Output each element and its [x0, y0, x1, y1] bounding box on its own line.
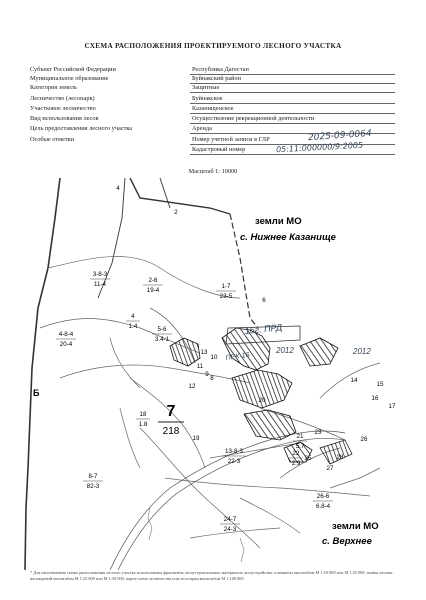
- division-number: 24-7: [223, 516, 237, 523]
- division-value: 3.4-1: [154, 336, 170, 343]
- division-number: 2: [174, 209, 178, 216]
- division-number: 19: [192, 435, 200, 442]
- land-bottom-label: земли МО: [332, 521, 379, 532]
- division-number: 4: [116, 185, 120, 192]
- quarter-boundary: [25, 178, 258, 570]
- quarter-label: [158, 403, 184, 437]
- division-number: 6: [262, 297, 266, 304]
- field-label: Категория земель: [30, 84, 77, 91]
- field-value: Номер учетной записи в ГЛР: [192, 136, 270, 143]
- record-number-handwritten: 2025-09-0064: [307, 128, 373, 144]
- division-number: 4-8-4: [58, 331, 74, 338]
- note-2012-handwritten: 2012: [276, 346, 294, 355]
- division-value: 82-3: [86, 483, 100, 490]
- division-value: 24-3: [223, 526, 237, 533]
- division-number: 16: [371, 395, 379, 402]
- field-value: Казанищенское: [192, 105, 234, 112]
- division-value: 22-3: [227, 458, 241, 465]
- division-value: 1.8: [138, 421, 148, 428]
- field-underline: [190, 154, 395, 155]
- field-value: Аренда: [192, 125, 212, 132]
- division-number: 23: [314, 429, 322, 436]
- letter-b-label: Б: [33, 388, 40, 398]
- field-label: Особые отметки: [30, 136, 75, 143]
- division-number: 22: [292, 450, 300, 457]
- plot-label-handwritten: 16г. ПРД: [244, 322, 283, 336]
- division-number: 5-6: [157, 326, 167, 333]
- field-underline: [190, 92, 395, 93]
- division-value: 11-4: [94, 281, 106, 288]
- division-number: 21: [296, 433, 304, 440]
- field-label: Участковое лесничество: [30, 105, 96, 112]
- field-value: Буйнакский район: [192, 75, 242, 82]
- division-number: 2-6: [148, 277, 158, 284]
- scale-label: Масштаб 1: 10000: [188, 168, 238, 175]
- division-number: 25: [304, 455, 312, 462]
- division-value: 1.4: [128, 323, 138, 330]
- field-underline: [190, 113, 395, 114]
- land-top-place: с. Нижнее Казанище: [240, 232, 336, 243]
- division-number: 15: [376, 381, 384, 388]
- land-bottom-place: с. Верхнее: [322, 536, 372, 547]
- division-number: 28: [336, 454, 344, 461]
- division-value: 23-5: [219, 293, 233, 300]
- field-label: Лесничество (лесопарк): [30, 95, 95, 102]
- division-number: 8: [210, 375, 214, 382]
- land-top-label: земли МО: [255, 216, 302, 227]
- division-number: 13-8-3: [225, 448, 243, 455]
- division-number: 14: [350, 377, 358, 384]
- division-number: 18: [139, 411, 147, 418]
- page-title: СХЕМА РАСПОЛОЖЕНИЯ ПРОЕКТИРУЕМОГО ЛЕСНОГО УЧАСТКА: [84, 42, 342, 50]
- forest-map: [0, 178, 426, 570]
- division-number: 26: [360, 436, 368, 443]
- division-number: 27: [326, 465, 334, 472]
- hatched-plots: [170, 328, 352, 464]
- division-number: 9: [205, 371, 209, 378]
- division-number: 10: [210, 354, 218, 361]
- field-value: Защитные: [192, 84, 220, 91]
- division-number: 4: [131, 313, 135, 320]
- quarter-area: 218: [162, 426, 180, 437]
- division-number: 17: [388, 403, 396, 410]
- division-number: 1-7: [221, 283, 231, 290]
- field-underline: [190, 123, 395, 124]
- division-number: 11: [196, 363, 204, 370]
- field-underline: [190, 103, 395, 104]
- field-label: Цель предоставления лесного участка: [30, 125, 133, 132]
- division-number: 20: [258, 397, 266, 404]
- quarter-number: 7: [166, 403, 176, 420]
- field-value: Осуществление рекреационной деятельности: [192, 115, 315, 122]
- note-2012b-handwritten: 2012: [353, 347, 371, 356]
- division-value: 5.7: [295, 443, 305, 450]
- division-number: 3-8-3: [92, 271, 108, 278]
- field-value: Буйнакское: [192, 95, 223, 102]
- division-value: 6.8-4: [315, 503, 331, 510]
- division-value: 20-4: [59, 341, 73, 348]
- division-value: 2.9: [291, 460, 301, 467]
- field-value: Республика Дагестан: [192, 66, 249, 73]
- cadastral-number-handwritten: 05:11:000000/9:2005: [275, 140, 364, 155]
- note-prk-handwritten: ПРК-16: [225, 351, 251, 362]
- field-underline: [190, 83, 395, 84]
- division-value: 19-4: [146, 287, 160, 294]
- division-number: 26-6: [316, 493, 330, 500]
- field-value: Кадастровый номер: [192, 146, 246, 153]
- field-label: Субъект Российской Федерации: [30, 66, 116, 73]
- footnote: * Для изготовления схемы расположения лесного участка использованы фрагменты лесоустроительных материалов лесоустройства: планшеты масштабом М 1:10 000 или М 1:25 000, планы лесных насаждений масштабом М 1:25 000 или М 1:50 000, карта-схема лесничества или лесопарка масштабом М 1:100 000.: [30, 570, 393, 581]
- division-number: 8-7: [88, 473, 98, 480]
- division-number: 13: [200, 349, 208, 356]
- field-label: Муниципальное образование: [30, 75, 109, 82]
- field-label: Вид использования лесов: [30, 115, 99, 122]
- division-number: 12: [188, 383, 196, 390]
